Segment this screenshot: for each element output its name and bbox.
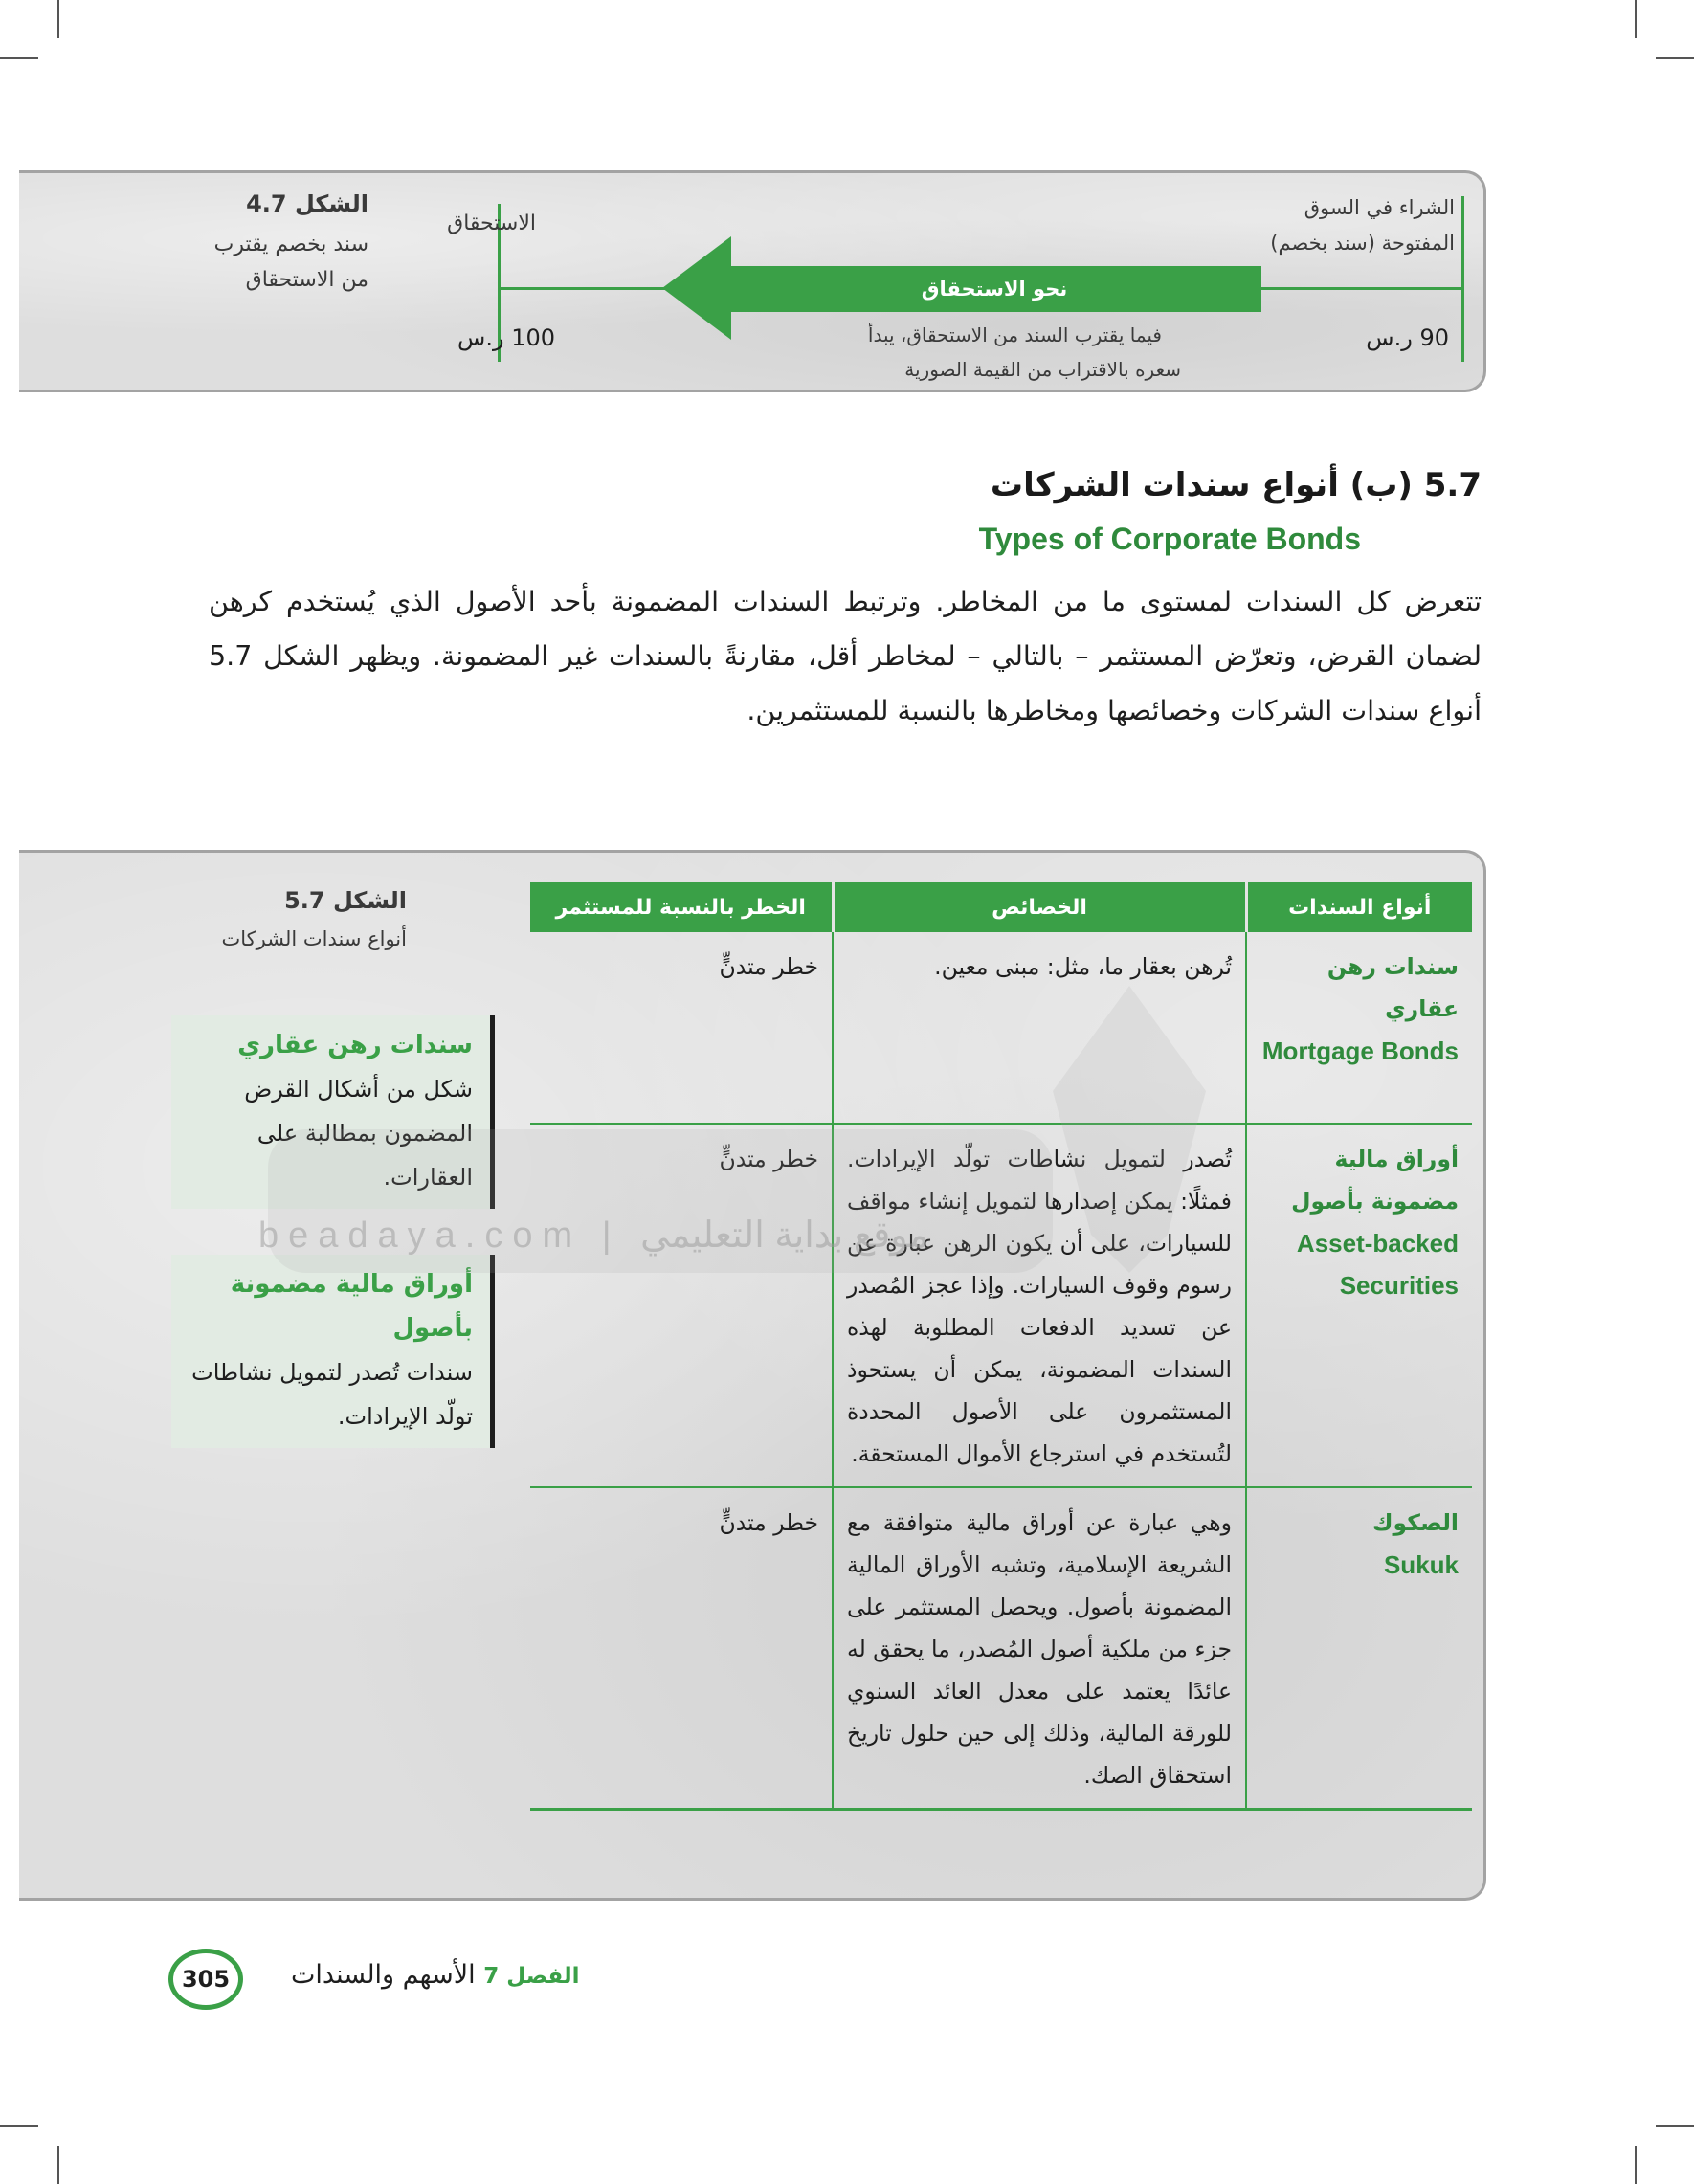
header-characteristics: الخصائص	[833, 882, 1246, 932]
characteristics-cell: وهي عبارة عن أوراق مالية متوافقة مع الشريعة الإسلامية، وتشبه الأوراق المالية المضمونة بأصول. ويحصل المستثمر على جزء من ملكية أصول المُصدر، ما يحقق له عائدًا يعتمد على معدل العائد السنوي للورقة المالية، وذلك إلى حين حلول تاريخ استحقاق الصك.	[833, 1487, 1246, 1810]
arrow-note: سعره بالاقتراب من القيمة الصورية	[904, 358, 1181, 381]
figure-caption-title: الشكل 5.7	[284, 887, 407, 914]
crop-mark	[0, 57, 38, 59]
figure-caption-body: من الاستحقاق	[245, 268, 368, 292]
crop-mark	[1635, 2146, 1637, 2184]
page-number: 305	[168, 1949, 243, 2010]
figure-caption-body: أنواع سندات الشركات	[221, 927, 407, 950]
bond-type-cell	[1246, 932, 1472, 1124]
crop-mark	[1656, 2125, 1694, 2127]
watermark-text: beadaya.com | موقع بداية التعليمي	[258, 1215, 929, 1256]
definition-callout	[171, 1015, 495, 1209]
figure-caption-title: الشكل 4.7	[246, 190, 368, 217]
timeline-line	[1259, 287, 1464, 290]
maturity-label: الاستحقاق	[447, 212, 536, 235]
characteristics-cell: تُرهن بعقار ما، مثل: مبنى معين.	[833, 932, 1246, 1124]
callout-title: سندات رهن عقاري	[237, 1031, 473, 1059]
header-risk: الخطر بالنسبة للمستثمر	[530, 882, 833, 932]
table-row	[530, 1487, 1472, 1810]
arrow-note: فيما يقترب السند من الاستحقاق، يبدأ	[867, 323, 1162, 346]
purchase-price: 90 ر.س	[1366, 324, 1449, 351]
figure-4-7-panel	[19, 170, 1486, 392]
definition-callout	[171, 1255, 495, 1448]
crop-mark	[57, 0, 59, 38]
chapter-title: الأسهم والسندات	[291, 1960, 476, 1990]
table-row	[530, 932, 1472, 1124]
callout-body: شكل من أشكال القرض المضمون بمطالبة على العقارات.	[244, 1076, 473, 1191]
purchase-label: المفتوحة (سند بخصم)	[1270, 232, 1455, 255]
crop-mark	[1635, 0, 1637, 38]
bond-type-english: Sukuk	[1383, 1550, 1459, 1579]
arrow-left-icon	[662, 236, 731, 340]
bond-types-table	[530, 882, 1472, 1811]
arrow-label: نحو الاستحقاق	[921, 278, 1068, 301]
bond-type-arabic: الصكوك	[1372, 1509, 1459, 1536]
footer-chapter	[291, 1960, 580, 1990]
intro-text: تتعرض كل السندات لمستوى ما من المخاطر. وترتبط السندات المضمونة بأحد الأصول الذي يُستخدم كرهن لضمان القرض، وتعرّض المستثمر – بالتالي – لمخاطر أقل، مقارنةً بالسندات غير المضمونة. ويظهر الشكل 5.7 أنواع سندات الشركات وخصائصها ومخاطرها بالنسبة للمستثمرين.	[209, 586, 1482, 726]
bond-type-english: Asset-backed Securities	[1296, 1229, 1459, 1300]
bond-type-cell	[1246, 1487, 1472, 1810]
bond-type-cell	[1246, 1124, 1472, 1487]
crop-mark	[57, 2146, 59, 2184]
table-row	[530, 1124, 1472, 1487]
chapter-label: الفصل 7	[483, 1964, 580, 1989]
bond-type-arabic: أوراق مالية مضمونة بأصول	[1291, 1146, 1459, 1215]
intro-paragraph	[209, 574, 1482, 738]
bond-type-arabic: سندات رهن عقاري	[1326, 953, 1459, 1022]
callout-body: سندات تُصدر لتمويل نشاطات تولّد الإيرادات.	[191, 1359, 473, 1430]
callout-title: أوراق مالية مضمونة بأصول	[230, 1270, 473, 1343]
maturity-price: 100 ر.س	[457, 324, 555, 351]
risk-cell: خطر متدنٍّ	[530, 932, 833, 1124]
purchase-marker-line	[1461, 196, 1464, 362]
figure-5-7-panel	[19, 850, 1486, 1901]
section-title-english: Types of Corporate Bonds	[978, 522, 1361, 556]
table-header-row	[530, 882, 1472, 932]
risk-cell: خطر متدنٍّ	[530, 1487, 833, 1810]
header-bond-type: أنواع السندات	[1246, 882, 1472, 932]
crop-mark	[0, 2125, 38, 2127]
timeline-line	[498, 287, 670, 290]
purchase-label: الشراء في السوق	[1304, 196, 1455, 219]
risk-cell: خطر متدنٍّ	[530, 1124, 833, 1487]
figure-caption-body: سند بخصم يقترب	[213, 233, 368, 256]
crop-mark	[1656, 57, 1694, 59]
section-title-arabic: 5.7 (ب) أنواع سندات الشركات	[990, 466, 1482, 504]
characteristics-cell: تُصدر لتمويل نشاطات تولّد الإيرادات. فمثلًا: يمكن إصدارها لتمويل إنشاء مواقف للسيارات، على أن يكون الرهن عبارة عن رسوم وقوف السيارات. وإذا عجز المُصدر عن تسديد الدفعات المطلوبة لهذه السندات المضمونة، يمكن أن يستحوذ المستثمرون على الأصول المحددة لتُستخدم في استرجاع الأموال المستحقة.	[833, 1124, 1246, 1487]
bond-type-english: Mortgage Bonds	[1261, 1036, 1459, 1065]
